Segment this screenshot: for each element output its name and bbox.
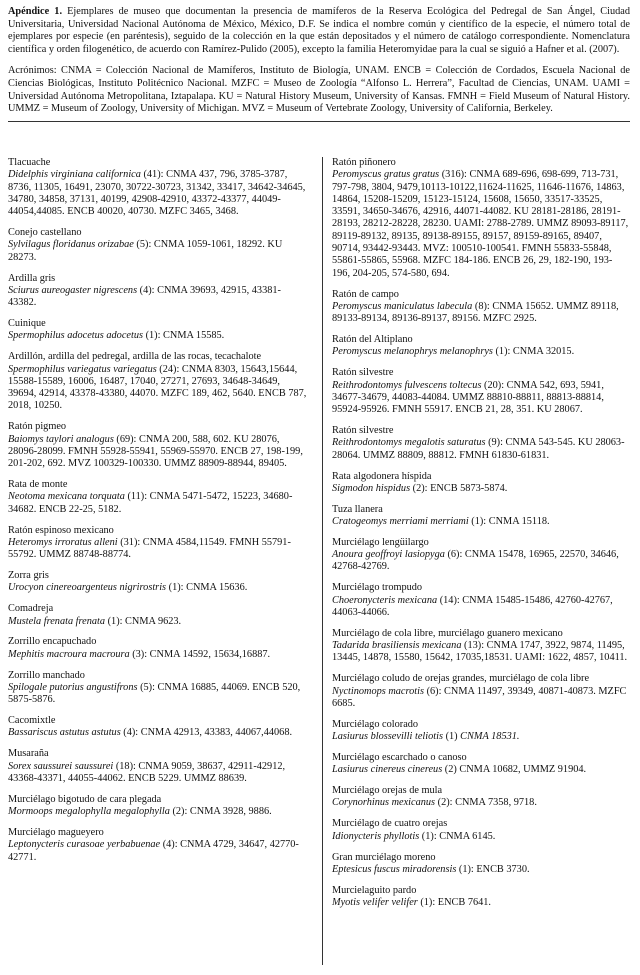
scientific-name: Nyctinomops macrotis — [332, 685, 424, 697]
species-entry — [332, 157, 630, 280]
common-name: Zorrillo encapuchado — [8, 636, 97, 648]
scientific-name: Reithrodontomys megalotis saturatus — [332, 437, 486, 449]
common-name: Ratón pigmeo — [8, 421, 67, 433]
species-entry — [8, 525, 308, 562]
specimen-records: (4): CNMA 4729, 34647, 42770-42771. — [8, 839, 299, 863]
specimen-records: (6): CNMA 11497, 39349, 40871-40873. MZFC 6685. — [332, 685, 627, 709]
species-entry — [8, 227, 308, 264]
species-entry — [8, 157, 308, 218]
common-name: Zorrillo manchado — [8, 669, 85, 681]
specimen-records: (3): CNMA 14592, 15634,16887. — [129, 648, 271, 660]
left-column — [8, 157, 308, 965]
common-name: Conejo castellano — [8, 227, 82, 239]
common-name: Rata algodonera híspida — [332, 470, 432, 482]
species-entry — [332, 818, 630, 843]
scientific-name: Mustela frenata frenata — [8, 615, 106, 627]
scientific-name: Peromyscus maniculatus labecula — [332, 300, 473, 312]
species-entry — [8, 318, 308, 343]
acronyms-paragraph: Acrónimos: CNMA = Colección Nacional de Mamíferos, Instituto de Biología, UNAM. ENCB = Colección de Cordados, Escuela Nacional de Ciencias Biológicas, Instituto Politécnico Nacional. MZFC = Museo de Zoología “Alfonso L. Herrera”, Facultad de Ciencias, UNAM. UAMI = Universidad Autónoma Metropolitana, Iztapalapa. KU = Natural History Museum, University of Kansas. FMNH = Field Museum of Natural History. UMMZ = Museum of Zoology, University of Michigan. MVZ = Museum of Vertebrate Zoology, University of California, Berkeley. — [8, 65, 630, 115]
species-entry — [332, 628, 630, 665]
species-entry — [8, 421, 308, 470]
common-name: Musaraña — [8, 748, 49, 760]
scientific-name: Tadarida brasiliensis mexicana — [332, 640, 462, 652]
common-name: Zorra gris — [8, 570, 49, 582]
common-name: Ratón de campo — [332, 288, 399, 300]
specimen-records: (9): CNMA 543-545. KU 28063-28064. UMMZ 88809, 88812. FMNH 61830-61831. — [332, 437, 625, 461]
specimen-records: (316): CNMA 689-696, 698-699, 713-731, 797-798, 3804, 9479,10113-10122,11624-11625, 11646-11676, 14863, 14864, 15208-15209, 15123-15124, 15608, 15650, 33517-33525, 33591, 34650-34676, 42916, 44071-44082. KU 28181-28186, 28191-28193, 28212-28228, 28230. UAMI: 2788-2789. UMMZ 89093-89117, 89119-89132, 89135, 89138-89155, 89157, 89159-89165, 89407, 90714, 93442-93443. MVZ: 100510-100541. FMNH 55833-55848, 55861-55865, 55968. MZFC 184-186. ENCB 26, 29, 182-190, 193-196, 204-205, 574-580, 694. — [332, 169, 629, 279]
scientific-name: Cratogeomys merriami merriami — [332, 515, 469, 527]
header-divider — [8, 121, 630, 122]
common-name: Ardillón, ardilla del pedregal, ardilla de las rocas, tecachalote — [8, 351, 262, 363]
common-name: Tlacuache — [8, 157, 51, 168]
specimen-records: (1): CNMA 9623. — [105, 615, 182, 627]
common-name: Ratón piñonero — [332, 157, 396, 168]
scientific-name: Eptesicus fuscus miradorensis — [332, 863, 457, 875]
specimen-records: (4): CNMA 39693, 42915, 43381-43382. — [8, 284, 281, 309]
scientific-name: Mormoops megalophylla megalophylla — [8, 806, 170, 818]
species-entry — [8, 748, 308, 785]
scientific-name: Peromyscus melanophrys melanophrys — [332, 346, 493, 358]
common-name: Gran murciélago moreno — [332, 851, 436, 863]
common-name: Tuza llanera — [332, 503, 383, 515]
specimen-records: (1) — [443, 731, 461, 743]
species-entry — [332, 537, 630, 574]
scientific-name: Spilogale putorius angustifrons — [8, 681, 138, 693]
scientific-name: Bassariscus astutus astutus — [8, 727, 121, 739]
specimen-records: (41): CNMA 437, 796, 3785-3787, 8736, 11305, 16491, 23070, 30722-30723, 31342, 33417, 34642-34645, 34780, 34858, 37131, 40199, 42908-42910, 43372-43377, 44049-44054,44085. ENCB 40020, 40730. MZFC 3465, 3468. — [8, 169, 306, 218]
common-name: Rata de monte — [8, 479, 68, 491]
scientific-name: Didelphis virginiana californica — [8, 169, 141, 181]
common-name: Murciélago trompudo — [332, 582, 423, 594]
specimen-records: (20): CNMA 542, 693, 5941, 34677-34679, 44083-44084. UMMZ 88810-88811, 88813-88814, 95924-95926. FMNH 55917. ENCB 21, 28, 351. KU 28067. — [332, 379, 604, 416]
specimen-records: (24): CNMA 8303, 15643,15644, 15588-15589, 16006, 16487, 17040, 27271, 27693, 34648-34649, 39694, 42914, 43378-43380, 44070. MZFC 189, 462, 5640. ENCB 787, 2018, 10250. — [8, 363, 307, 412]
scientific-name: Idionycteris phyllotis — [332, 830, 420, 842]
specimen-records: (1): CNMA 15118. — [468, 515, 550, 527]
species-entry — [332, 425, 630, 462]
species-entry — [8, 570, 308, 595]
common-name: Murciélago lengüilargo — [332, 536, 429, 548]
right-column — [332, 157, 630, 965]
scientific-name: Lasiurus cinereus cinereus — [332, 764, 443, 776]
species-entry — [332, 334, 630, 359]
common-name: Murcielaguito pardo — [332, 884, 417, 896]
scientific-name: Leptonycteris curasoae yerbabuenae — [8, 839, 161, 851]
scientific-name: Lasiurus blossevilli teliotis — [332, 731, 443, 743]
scientific-name: Baiomys taylori analogus — [8, 433, 114, 445]
common-name: Ratón del Altiplano — [332, 334, 413, 346]
scientific-name: Neotoma mexicana torquata — [8, 491, 125, 503]
common-name: Ratón silvestre — [332, 425, 394, 437]
scientific-name: Spermophilus variegatus variegatus — [8, 363, 157, 375]
specimen-records: (31): CNMA 4584,11549. FMNH 55791-55792. UMMZ 88748-88774. — [8, 536, 291, 561]
specimen-records: (14): CNMA 15485-15486, 42760-42767, 44063-44066. — [332, 594, 613, 618]
species-entry — [8, 670, 308, 707]
species-entry — [332, 885, 630, 910]
species-entry — [8, 715, 308, 740]
species-entry — [8, 351, 308, 412]
species-entry — [8, 636, 308, 661]
scientific-name: Sciurus aureogaster nigrescens — [8, 284, 138, 296]
specimen-records: (2): CNMA 7358, 9718. — [435, 797, 537, 809]
species-entry — [8, 479, 308, 516]
specimen-records: (5): CNMA 16885, 44069. ENCB 520, 5875-5876. — [8, 681, 301, 706]
specimen-records: (13): CNMA 1747, 3922, 9874, 11495, 13445, 14878, 15580, 15642, 17035,18531. UAMI: 1622, 4857, 10411. — [332, 640, 628, 664]
common-name: Murciélago bigotudo de cara plegada — [8, 793, 162, 805]
scientific-name: Peromyscus gratus gratus — [332, 169, 440, 181]
species-entry — [332, 582, 630, 619]
scientific-name: Sorex saussurei saussurei — [8, 760, 114, 772]
scientific-name: Sigmodon hispidus — [332, 482, 411, 494]
species-entry — [332, 785, 630, 810]
scientific-name: Corynorhinus mexicanus — [332, 797, 436, 809]
specimen-records: (2): CNMA 3928, 9886. — [169, 806, 272, 818]
appendix-label: Apéndice 1. — [8, 6, 63, 17]
scientific-name: Heteromys irroratus alleni — [8, 536, 118, 548]
species-entry — [8, 603, 308, 628]
species-entry — [332, 504, 630, 529]
specimen-records: (1): CNMA 15636. — [166, 582, 248, 594]
species-entry — [332, 752, 630, 777]
specimen-records: (1): CNMA 15585. — [143, 330, 225, 342]
specimen-records: (18): CNMA 9059, 38637, 42911-42912, 43368-43371, 44055-44062. ENCB 5229. UMMZ 88639. — [8, 760, 286, 784]
appendix-page — [8, 6, 630, 968]
species-entry — [332, 367, 630, 416]
specimen-records: (11): CNMA 5471-5472, 15223, 34680-34682. ENCB 22-25, 5182. — [8, 491, 293, 515]
species-entry — [8, 827, 308, 864]
specimen-records: (4): CNMA 42913, 43383, 44067,44068. — [120, 727, 293, 739]
common-name: Murciélago de cola libre, murciélago guanero mexicano — [332, 627, 563, 639]
scientific-name: Spermophilus adocetus adocetus — [8, 330, 143, 342]
common-name: Cacomixtle — [8, 715, 56, 727]
common-name: Murciélago orejas de mula — [332, 785, 443, 797]
scientific-name: Urocyon cinereoargenteus nigrirostris — [8, 582, 167, 594]
scientific-name: Choeronycteris mexicana — [332, 594, 438, 606]
common-name: Murciélago coludo de orejas grandes, murciélago de cola libre — [332, 673, 590, 685]
common-name: Murciélago colorado — [332, 718, 419, 730]
common-name: Ardilla gris — [8, 272, 56, 284]
common-name: Murciélago escarchado o canoso — [332, 752, 467, 763]
species-entry — [8, 794, 308, 819]
appendix-caption — [8, 6, 630, 56]
species-entry — [8, 273, 308, 310]
species-entry — [332, 852, 630, 877]
specimen-records: (69): CNMA 200, 588, 602. KU 28076, 28096-28099. FMNH 55928-55941, 55969-55970. ENCB 27, 198-199, 201-202, 692. MVZ 100329-100330. UMMZ 88909-88944, 89405. — [8, 433, 303, 470]
species-table — [8, 157, 630, 965]
species-entry — [332, 673, 630, 710]
common-name: Murciélago magueyero — [8, 826, 104, 838]
specimen-records: (8): CNMA 15652. UMMZ 89118, 89133-89134, 89136-89137, 89156. MZFC 2925. — [332, 300, 619, 325]
caption-text: Ejemplares de museo que documentan la presencia de mamíferos de la Reserva Ecológica del Pedregal de San Ángel, Ciudad Universitaria, Universidad Nacional Autónoma de México, México, D.F. Se indica el nombre común y científico de la especie, el número total de ejemplares por especie (en paréntesis), seguido de la colección en la que están depositados y el número de catálogo correspondiente. Nomenclatura científica y orden filogenético, de acuerdo con Ramírez-Pulido (2005), excepto la familia Heteromyidae para la cual se siguió a Hafner et al. (2007). — [8, 6, 630, 55]
specimen-records: (1): CNMA 6145. — [419, 830, 496, 842]
specimen-records: (2) CNMA 10682, UMMZ 91904. — [442, 764, 587, 776]
common-name: Ratón espinoso mexicano — [8, 524, 114, 536]
species-entry — [332, 289, 630, 326]
common-name: Comadreja — [8, 603, 54, 615]
specimen-records: (6): CNMA 15478, 16965, 22570, 34646, 42768-42769. — [332, 549, 619, 573]
specimen-records: (2): ENCB 5873-5874. — [410, 482, 508, 494]
common-name: Cuinique — [8, 318, 46, 330]
species-entry — [332, 719, 630, 744]
scientific-name: Sylvilagus floridanus orizabae — [8, 239, 134, 251]
species-entry — [332, 471, 630, 496]
scientific-name: Reithrodontomys fulvescens toltecus — [332, 379, 482, 391]
specimen-records-italic: CNMA 18531. — [460, 731, 520, 743]
scientific-name: Anoura geoffroyi lasiopyga — [332, 549, 445, 561]
specimen-records: (1): CNMA 32015. — [492, 346, 575, 358]
common-name: Ratón silvestre — [332, 367, 394, 379]
specimen-records: (5): CNMA 1059-1061, 18292. KU 28273. — [8, 239, 283, 263]
scientific-name: Myotis velifer velifer — [332, 897, 418, 909]
column-divider — [322, 157, 323, 965]
specimen-records: (1): ENCB 3730. — [456, 863, 530, 875]
common-name: Murciélago de cuatro orejas — [332, 818, 448, 830]
scientific-name: Mephitis macroura macroura — [8, 648, 130, 660]
specimen-records: (1): ENCB 7641. — [417, 897, 492, 909]
